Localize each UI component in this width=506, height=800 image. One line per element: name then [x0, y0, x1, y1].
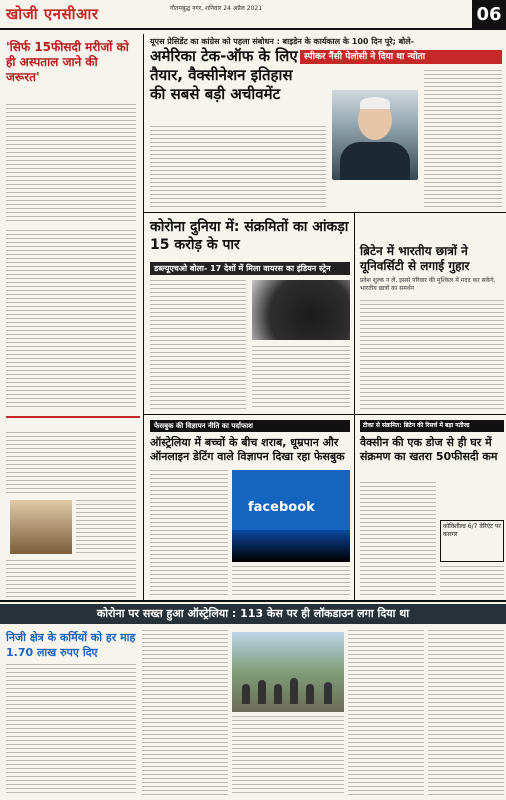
page-number: 06 [472, 0, 506, 30]
article-body-text [142, 630, 228, 796]
right-top-red-headline: स्पीकर नैंसी पेलोसी ने दिया था न्योता [300, 50, 502, 64]
covishield-box [440, 520, 504, 562]
article-body-text [232, 566, 350, 598]
article-body-text [440, 566, 504, 598]
biden-headline: अमेरिका टेक-ऑफ के लिए तैयार, वैक्सीनेशन इतिहास की सबसे बड़ी अचीवमेंट [150, 47, 298, 103]
covishield-box-title: कोविशील्ड 6/7 वेरिएंट पर कारगर [443, 523, 501, 538]
section-divider [144, 212, 506, 213]
article-body-text [6, 560, 136, 598]
left-section-divider [6, 416, 140, 428]
article-body-text [6, 432, 136, 496]
article-body-text [76, 500, 136, 556]
biden-kicker: यूएस प्रेसिडेंट का कांग्रेस को पहला संबोधन : बाइडेन के कार्यकाल के 100 दिन पूरे; बोले- [150, 37, 414, 46]
column-divider [354, 212, 355, 600]
bottom-banner: कोरोना पर सख्त हुआ ऑस्ट्रेलिया : 113 केस पर ही लॉकडाउन लगा दिया था [0, 604, 506, 624]
article-body-text [360, 300, 504, 410]
article-body-text [6, 230, 136, 410]
vaccine-headline: वैक्सीन की एक डोज से ही घर में संक्रमण का खतरा 50फीसदी कम [360, 436, 498, 463]
facebook-section-label: फेसबुक की विज्ञापन नीति का पर्दाफाश [150, 420, 350, 432]
virus-image [252, 280, 350, 340]
article-body-text [150, 126, 326, 208]
article-body-text [348, 630, 424, 796]
masthead-date: गौतमबुद्ध नगर, शनिवार 24 अप्रैल 2021 [170, 5, 263, 12]
facebook-logo-text: facebook [248, 500, 315, 515]
crowd-photo [232, 632, 344, 712]
bottom-left-headline: निजी क्षेत्र के कर्मियों को हर माह 1.70 लाख रुपए दिए [6, 631, 136, 659]
article-body-text [360, 482, 436, 598]
facebook-photo [232, 470, 350, 562]
leaders-photo [10, 500, 72, 554]
india-students-headline: ब्रिटेन में भारतीय छात्रों ने यूनिवर्सिटी से लगाई गुहार [360, 244, 470, 273]
column-divider [143, 34, 144, 600]
article-body-text [232, 716, 344, 796]
article-body-text [6, 664, 136, 796]
masthead [0, 0, 506, 30]
corona-subbar: डब्ल्यूएचओ बोला- 17 देशों में मिला वायरस का इंडियन स्ट्रेन [150, 262, 350, 275]
section-divider [0, 600, 506, 602]
article-body-text [428, 630, 504, 796]
masthead-logo: खोजी एनसीआर [6, 5, 99, 23]
vaccine-section-label: टीका से संक्रमित: ब्रिटेन की रिसर्च में बड़ा नतीजा [360, 420, 504, 432]
left-top-headline: 'सिर्फ 15फीसदी मरीजों को ही अस्पताल जाने की जरूरत' [6, 40, 129, 84]
article-body-text [252, 346, 350, 410]
section-divider [144, 414, 506, 415]
article-body-text [150, 470, 228, 598]
article-body-text [150, 280, 246, 410]
india-students-sub: प्रवेश शुल्क न लें, इससे परिवार की मुश्किल में मदद कर सकेंगे, भारतीय छात्रों का समर्थन [360, 277, 496, 292]
facebook-headline: ऑस्ट्रेलिया में बच्चों के बीच शराब, धूम्रपान और ऑनलाइन डेटिंग वाले विज्ञापन दिखा रहा फेसबुक [150, 436, 345, 463]
biden-photo [332, 90, 418, 180]
article-body-text [424, 70, 502, 208]
article-body-text [6, 104, 136, 224]
corona-headline: कोरोना दुनिया में: संक्रमितों का आंकड़ा 15 करोड़ के पार [150, 219, 349, 253]
